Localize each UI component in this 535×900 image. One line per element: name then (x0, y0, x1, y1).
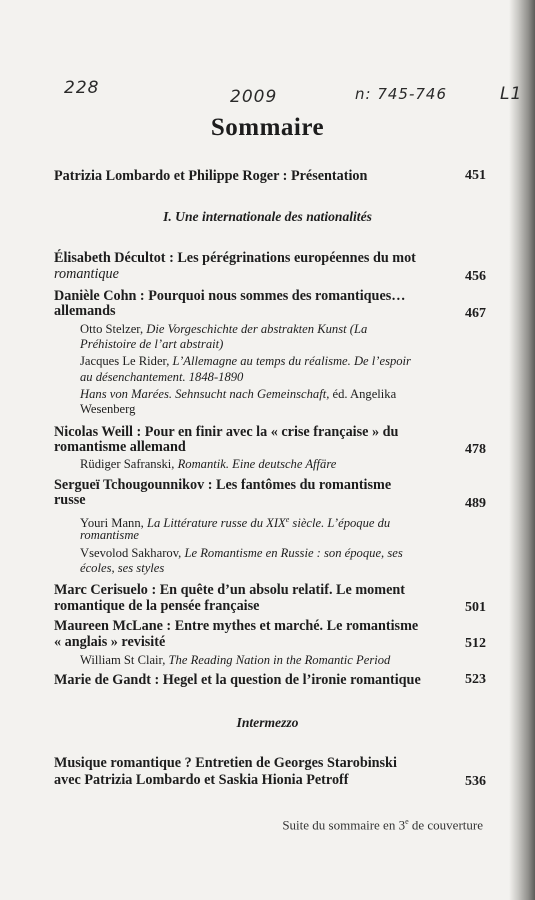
section-heading: I. Une internationale des nationalités (163, 209, 372, 224)
reviewed-work: Youri Mann, La Littérature russe du XIXe siècle. L’époque du (80, 515, 391, 531)
page-number: 501 (465, 600, 486, 615)
reviewed-work: Hans von Marées. Sehnsucht nach Gemeinschaft, éd. Angelika (80, 387, 397, 401)
page-number: 523 (465, 672, 486, 687)
page-title: Sommaire (210, 114, 325, 141)
toc-entry-title-cont: romantique de la pensée française (54, 598, 260, 614)
page-number: 512 (465, 636, 486, 651)
reviewed-work-cont: Préhistoire de l’art abstrait) (80, 337, 224, 351)
toc-entry-title-cont: allemands (54, 303, 116, 319)
section-heading: Intermezzo (236, 715, 299, 730)
toc-entry-title: Marc Cerisuelo : En quête d’un absolu relatif. Le moment (54, 582, 405, 598)
toc-entry-title: Marie de Gandt : Hegel et la question de l’ironie romantique (54, 672, 421, 688)
page-number: 536 (465, 774, 486, 789)
toc-entry-title-cont: romantique (54, 266, 119, 282)
handwritten-number: 228 (64, 78, 100, 98)
reviewed-work: Rüdiger Safranski, Romantik. Eine deutsche Affäre (80, 457, 337, 471)
page-number: 467 (465, 306, 486, 321)
reviewed-work-cont: au désenchantement. 1848-1890 (80, 370, 244, 384)
reviewed-work: Jacques Le Rider, L’Allemagne au temps du réalisme. De l’espoir (80, 354, 411, 368)
toc-entry-title-cont: romantisme allemand (54, 439, 186, 455)
reviewed-work-cont: Wesenberg (80, 402, 136, 416)
reviewed-work: William St Clair, The Reading Nation in the Romantic Period (80, 653, 391, 667)
toc-entry-title: Musique romantique ? Entretien de Georges Starobinski (54, 755, 397, 771)
toc-entry-title-cont: avec Patrizia Lombardo et Saskia Hionia Petroff (54, 772, 349, 788)
toc-entry-title-cont: « anglais » revisité (54, 634, 166, 650)
footer-note: Suite du sommaire en 3e de couverture (282, 817, 483, 833)
handwritten-reference: n: 745-746 (355, 85, 448, 103)
page-number: 489 (465, 496, 486, 511)
toc-entry-title: Patrizia Lombardo et Philippe Roger : Présentation (54, 168, 368, 184)
toc-entry-intro (54, 168, 486, 185)
reviewed-work: Vsevolod Sakharov, Le Romantisme en Russie : son époque, ses (80, 546, 403, 560)
reviewed-work-cont: écoles, ses styles (80, 561, 165, 575)
toc-entry-title: Sergueï Tchougounnikov : Les fantômes du romantisme (54, 477, 392, 493)
page-number: 451 (465, 168, 486, 183)
page-number: 456 (465, 269, 486, 284)
toc-entry-title: Élisabeth Décultot : Les pérégrinations européennes du mot (54, 250, 416, 266)
page-number: 478 (465, 442, 486, 457)
toc-entry-title: Maureen McLane : Entre mythes et marché. Le romantisme (54, 618, 419, 634)
toc-entry-title-cont: russe (54, 492, 86, 508)
reviewed-work: Otto Stelzer, Die Vorgeschichte der abstrakten Kunst (La (80, 322, 368, 336)
handwritten-corner-mark: L1 (500, 84, 523, 104)
toc-entry-title: Nicolas Weill : Pour en finir avec la « crise française » du (54, 424, 399, 440)
reviewed-work-cont: romantisme (80, 528, 140, 542)
handwritten-year: 2009 (230, 87, 278, 107)
toc-entry-title: Danièle Cohn : Pourquoi nous sommes des romantiques… (54, 288, 406, 304)
